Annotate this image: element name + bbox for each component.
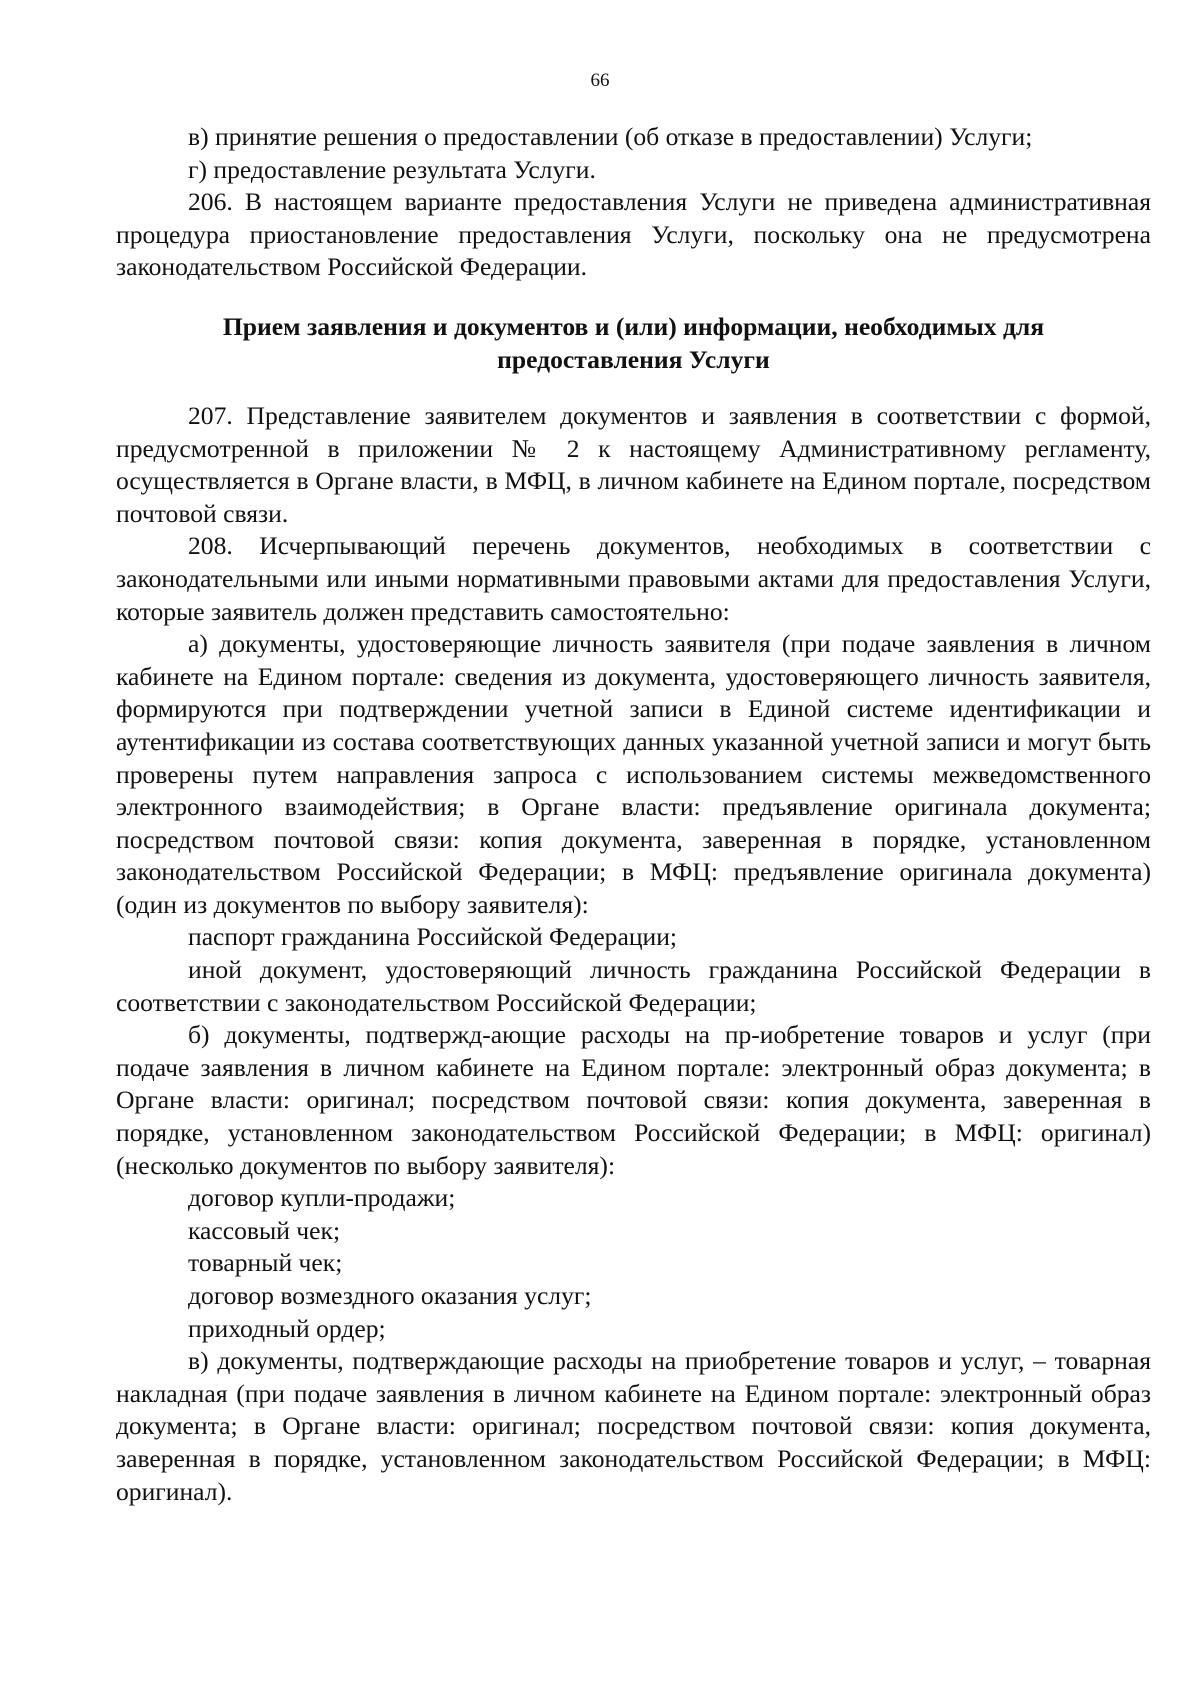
paragraph-item-a: а) документы, удостоверяющие личность заявителя (при подаче заявления в личном кабинете на Едином портале: сведения из документа, удостоверяющего личность заявителя, формируются при подтверждении учетной записи в Единой системе идентификации и аутентификации из состава соответствующих данных указанной учетной записи и могут быть проверены путем направления запроса с использованием системы межведомственного электронного взаимодействия; в Органе власти: предъявление оригинала документа; посредством почтовой связи: копия документа, заверенная в порядке, установленном законодательством Российской Федерации; в МФЦ: предъявление оригинала документа) (один из документов по выбору заявителя): [116, 629, 1151, 919]
paragraph-item-v: в) принятие решения о предоставлении (об отказе в предоставлении) Услуги; [188, 122, 1033, 151]
paragraph-207: 207. Представление заявителем документов и заявления в соответствии с формой, предусмотренной в приложении № 2 к настоящему Административному регламенту, осуществляется в Органе власти, в МФЦ, в личном кабинете на Едином портале, посредством почтовой связи. [116, 400, 1151, 528]
list-item-passport: паспорт гражданина Российской Федерации; [188, 922, 678, 952]
section-heading: Прием заявления и документов и (или) информации, необходимых для предоставления Услуги [222, 311, 1045, 374]
list-item-other-id: иной документ, удостоверяющий личность гражданина Российской Федерации в соответствии с законодательством Российской Федерации; [116, 955, 1151, 1017]
document-body [116, 121, 1151, 1508]
list-item-sales-receipt: товарный чек; [188, 1248, 343, 1278]
list-item-cash-receipt: кассовый чек; [188, 1215, 341, 1245]
paragraph-item-g: г) предоставление результата Услуги. [188, 154, 596, 184]
list-item-receipt-order: приходный ордер; [188, 1313, 386, 1343]
page-number: 66 [590, 70, 610, 91]
list-item-sale-contract: договор купли-продажи; [188, 1183, 456, 1213]
list-item-service-contract: договор возмездного оказания услуг; [188, 1281, 592, 1310]
paragraph-208: 208. Исчерпывающий перечень документов, необходимых в соответствии с законодательными или иными нормативными правовыми актами для предоставления Услуги, которые заявитель должен представить самостоятельно: [116, 531, 1151, 626]
paragraph-206: 206. В настоящем варианте предоставления Услуги не приведена административная процедура приостановление предоставления Услуги, поскольку она не предусмотрена законодательством Российской Федерации. [116, 187, 1151, 282]
paragraph-item-v2: в) документы, подтверждающие расходы на приобретение товаров и услуг, – товарная накладная (при подаче заявления в личном кабинете на Едином портале: электронный образ документа; в Органе власти: оригинал; посредством почтовой связи: копия документа, заверенная в порядке, установленном законодательством Российской Федерации; в МФЦ: оригинал). [116, 1346, 1151, 1506]
paragraph-item-b: б) документы, подтвержд-ающие расходы на пр-иобретение товаров и услуг (при подаче заявления в личном кабинете на Едином портале: электронный образ документа; в Органе власти: оригинал; посредством почтовой связи: копия документа, заверенная в порядке, установленном законодательством Российской Федерации; в МФЦ: оригинал) (несколько документов по выбору заявителя): [116, 1020, 1151, 1180]
